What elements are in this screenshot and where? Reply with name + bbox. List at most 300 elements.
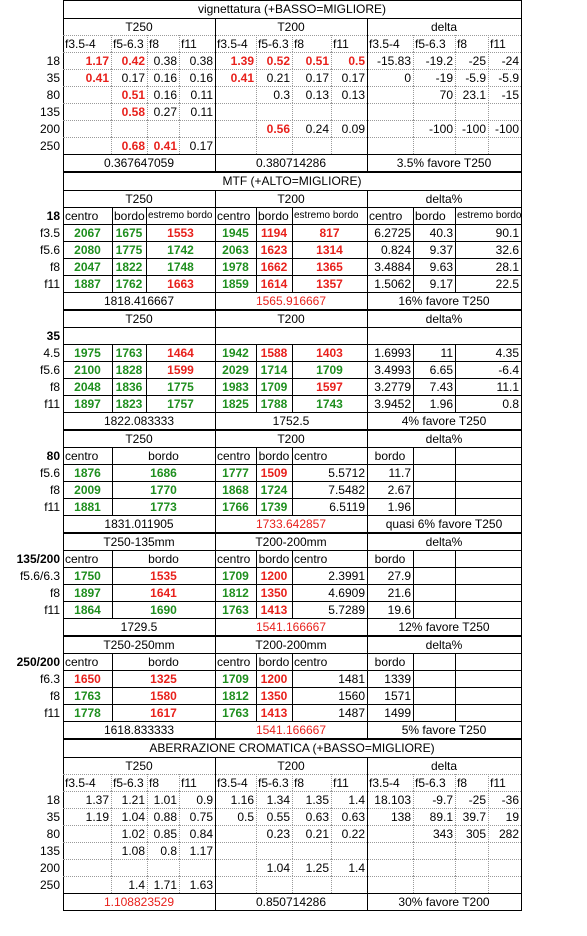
row-label: 80 [46, 826, 60, 841]
table-border [521, 533, 522, 550]
data-cell: 1777 [222, 465, 249, 480]
data-cell: -6.4 [498, 362, 519, 377]
data-cell [147, 120, 179, 137]
table-border [521, 859, 522, 876]
data-cell: 4.6909 [328, 585, 365, 600]
data-cell: -5.9 [465, 70, 486, 85]
table-border [455, 498, 456, 515]
row-label: f6.3 [39, 671, 60, 686]
data-cell: 1314 [316, 242, 343, 257]
data-cell: 2.67 [387, 482, 411, 497]
data-cell [488, 842, 521, 859]
subheader-cell: centro [65, 448, 99, 463]
table-border [413, 464, 414, 481]
data-cell: -25 [468, 792, 486, 807]
row-label: 135 [39, 104, 60, 119]
aperture-header: f3.5-4 [65, 36, 96, 51]
table-row [0, 670, 587, 687]
data-cell: 1413 [260, 602, 288, 617]
focal-length-label: 18 [46, 208, 60, 223]
data-cell: 11.1 [496, 379, 519, 394]
data-cell: 0.56 [266, 121, 290, 136]
table-border [521, 35, 522, 52]
table-border [521, 103, 522, 120]
data-cell: 28.1 [495, 259, 519, 274]
section-title-row [0, 0, 587, 18]
data-cell: 1.08 [121, 843, 145, 858]
column-header-delta: delta% [425, 311, 463, 326]
data-cell [256, 876, 292, 893]
table-border [413, 584, 414, 601]
section-title: vignettatura (+BASSO=MIGLIORE) [197, 2, 387, 16]
aperture-header: f5-6.3 [258, 36, 289, 51]
group-header-row [0, 757, 587, 774]
data-cell: 0.51 [305, 53, 329, 68]
table-row [0, 86, 587, 103]
column-header-t250: T250 [125, 758, 153, 773]
table-border [521, 808, 522, 825]
data-cell [215, 859, 256, 876]
table-border [521, 893, 522, 911]
data-cell: 0.51 [121, 87, 145, 102]
table-border [413, 481, 414, 498]
data-cell: -100 [428, 121, 453, 136]
data-cell: 0.55 [266, 809, 290, 824]
data-cell: 0.16 [153, 70, 177, 85]
subheader-cell: bordo [258, 551, 290, 566]
column-header-t250: T250 [125, 311, 153, 326]
data-cell: 0.63 [341, 809, 365, 824]
table-border [521, 18, 522, 35]
column-header-delta: delta% [425, 431, 463, 446]
data-cell: 1403 [316, 345, 343, 360]
data-cell [413, 103, 455, 120]
data-cell [256, 842, 292, 859]
table-row [0, 601, 587, 618]
table-border [521, 687, 522, 704]
data-cell: 0.17 [341, 70, 365, 85]
data-cell: 1757 [167, 396, 194, 411]
table-border [521, 618, 522, 636]
row-label: f5.6 [39, 242, 60, 257]
table-border [455, 687, 456, 704]
data-cell [413, 876, 455, 893]
column-header-t200: T200 [277, 758, 305, 773]
data-cell [488, 103, 521, 120]
subheader-cell: bordo [415, 208, 446, 223]
data-cell: 3.9452 [374, 396, 411, 411]
data-cell: 1339 [384, 671, 411, 686]
data-cell: 1709 [222, 671, 249, 686]
data-cell: 1822 [115, 259, 143, 274]
table-border [455, 567, 456, 584]
data-cell: 0.63 [305, 809, 329, 824]
data-cell: 2080 [74, 242, 101, 257]
data-cell: 1876 [74, 465, 101, 480]
data-cell: 1553 [167, 225, 194, 240]
column-header-delta: delta% [425, 637, 463, 652]
aperture-header: f8 [457, 36, 468, 51]
table-row [0, 481, 587, 498]
table-border [521, 567, 522, 584]
table-border [413, 601, 414, 618]
data-cell [215, 842, 256, 859]
table-border [521, 774, 522, 791]
data-cell: 1775 [115, 242, 143, 257]
subheader-cell: bordo [258, 654, 290, 669]
data-cell: 1.63 [189, 877, 213, 892]
table-row [0, 687, 587, 704]
subheader-row [0, 653, 587, 670]
data-cell: -25 [468, 53, 486, 68]
data-cell [215, 876, 256, 893]
summary-cell: 1752.5 [272, 414, 310, 428]
summary-row [0, 154, 587, 172]
data-cell: 1868 [222, 482, 249, 497]
data-cell: 1350 [260, 688, 288, 703]
summary-cell: 1733.642857 [255, 517, 327, 531]
subheader-cell: bordo [258, 208, 289, 223]
data-cell [179, 120, 215, 137]
table-row [0, 584, 587, 601]
data-cell: 90.1 [495, 225, 519, 240]
data-cell: 1.16 [230, 792, 254, 807]
row-label: 200 [39, 121, 60, 136]
data-cell: 1.37 [85, 792, 109, 807]
row-label: 135 [39, 843, 60, 858]
table-row [0, 464, 587, 481]
data-cell: 40.3 [429, 225, 453, 240]
data-cell: 1.35 [305, 792, 329, 807]
data-cell: 1748 [167, 259, 194, 274]
data-cell [367, 86, 413, 103]
table-row [0, 241, 587, 258]
data-cell: 0.41 [85, 70, 109, 85]
aperture-header: f3.5-4 [217, 36, 248, 51]
aperture-header: f3.5-4 [369, 775, 400, 790]
data-cell [147, 859, 179, 876]
data-cell: 1881 [74, 499, 101, 514]
subheader-cell: centro [65, 654, 99, 669]
table-row [0, 137, 587, 154]
table-border [521, 412, 522, 430]
data-cell: 1836 [115, 379, 143, 394]
data-cell: 1773 [150, 499, 177, 514]
subheader-cell: bordo [148, 654, 179, 669]
data-cell: 1.6993 [374, 345, 411, 360]
table-row [0, 103, 587, 120]
data-cell: 2063 [222, 242, 249, 257]
table-border [521, 430, 522, 447]
data-cell: 1887 [74, 276, 101, 291]
data-cell: 0.17 [305, 70, 329, 85]
column-header-t250: T250 [125, 19, 153, 34]
data-cell [63, 120, 111, 137]
data-cell: -19.2 [425, 53, 453, 68]
row-label: f5.6 [39, 362, 60, 377]
data-cell: 0.41 [153, 138, 177, 153]
subheader-cell: bordo [374, 448, 406, 463]
data-cell: 0.3 [273, 87, 290, 102]
data-cell [455, 859, 488, 876]
section-title: MTF (+ALTO=MIGLIORE) [222, 174, 362, 188]
data-cell: 1535 [150, 568, 177, 583]
aperture-header: f8 [294, 36, 305, 51]
table-row [0, 258, 587, 275]
table-row [0, 808, 587, 825]
summary-cell: 1565.916667 [255, 294, 327, 308]
data-cell: 343 [432, 826, 453, 841]
subheader-cell: centro [217, 654, 251, 669]
aperture-header: f5-6.3 [415, 775, 446, 790]
table-border [455, 601, 456, 618]
data-cell [455, 137, 488, 154]
data-cell: 0.24 [305, 121, 329, 136]
data-cell: 39.7 [462, 809, 486, 824]
data-cell: 0.85 [153, 826, 177, 841]
data-cell: 1509 [260, 465, 288, 480]
table-row [0, 859, 587, 876]
aperture-header: f5-6.3 [258, 775, 289, 790]
section-title: ABERRAZIONE CROMATICA (+BASSO=MIGLIORE) [149, 741, 435, 755]
data-cell [111, 859, 147, 876]
data-cell [179, 859, 215, 876]
data-cell [292, 137, 331, 154]
data-cell: 2047 [74, 259, 101, 274]
table-row [0, 275, 587, 292]
data-cell [331, 842, 367, 859]
data-cell: 18.103 [374, 792, 411, 807]
table-border [521, 825, 522, 842]
data-cell: 1357 [316, 276, 343, 291]
data-cell: 1812 [222, 688, 249, 703]
data-cell [292, 842, 331, 859]
table-border [521, 601, 522, 618]
data-cell: 1828 [115, 362, 143, 377]
row-label: f5.6 [39, 465, 60, 480]
data-cell: 1350 [260, 585, 288, 600]
data-cell: 1778 [74, 705, 101, 720]
aperture-header: f3.5-4 [369, 36, 400, 51]
subheader-cell: centro [217, 208, 251, 223]
data-cell [367, 103, 413, 120]
data-cell: 1675 [115, 225, 143, 240]
data-cell: 1825 [222, 396, 249, 411]
data-cell: -5.9 [498, 70, 519, 85]
table-border [455, 653, 456, 670]
summary-row [0, 721, 587, 739]
aperture-header: f11 [181, 775, 197, 790]
data-cell [455, 842, 488, 859]
data-cell: 0 [404, 70, 411, 85]
data-cell [215, 137, 256, 154]
table-border [521, 757, 522, 774]
table-border [521, 447, 522, 464]
data-cell: 1763 [115, 345, 143, 360]
data-cell: 1.19 [85, 809, 109, 824]
data-cell: 1365 [316, 259, 343, 274]
data-cell: 0.38 [153, 53, 177, 68]
data-cell: 0.11 [190, 87, 213, 102]
data-cell: 2.3991 [328, 568, 365, 583]
data-cell: 9.63 [429, 259, 453, 274]
column-header-delta: delta [430, 19, 458, 34]
data-cell: 1763 [222, 602, 249, 617]
table-border [521, 653, 522, 670]
table-border [521, 876, 522, 893]
data-cell: 9.37 [429, 242, 453, 257]
data-cell: -36 [501, 792, 519, 807]
table-row [0, 120, 587, 137]
column-header-t250: T250 [125, 191, 153, 206]
data-cell: 7.43 [429, 379, 453, 394]
table-border [521, 86, 522, 103]
aperture-header: f3.5-4 [217, 775, 248, 790]
table-border [455, 464, 456, 481]
table-border [521, 721, 522, 739]
data-cell: 1762 [115, 276, 143, 291]
table-border [521, 292, 522, 310]
data-cell: 1481 [338, 671, 365, 686]
summary-cell: 1541.166667 [255, 723, 327, 737]
table-border [521, 704, 522, 721]
row-label: f8 [49, 379, 60, 394]
table-border [413, 687, 414, 704]
data-cell: 0.5 [348, 53, 365, 68]
data-cell: 0.824 [380, 242, 411, 257]
table-border [413, 653, 414, 670]
data-cell: 0.23 [266, 826, 290, 841]
data-cell: 1.34 [266, 792, 290, 807]
data-cell: 1709 [260, 379, 288, 394]
data-cell [413, 842, 455, 859]
data-cell: 1.17 [189, 843, 213, 858]
data-cell: 1614 [260, 276, 288, 291]
focal-length-label: 250/200 [16, 654, 60, 669]
subheader-row [0, 447, 587, 464]
data-cell: 3.2779 [374, 379, 411, 394]
table-border [521, 636, 522, 653]
table-row [0, 825, 587, 842]
table-border [413, 567, 414, 584]
table-row [0, 69, 587, 86]
data-cell: -15.83 [376, 53, 411, 68]
column-header-t250: T250 [125, 431, 153, 446]
data-cell [488, 137, 521, 154]
data-cell: -9.7 [432, 792, 453, 807]
data-cell: 1788 [260, 396, 288, 411]
data-cell [413, 859, 455, 876]
summary-row [0, 412, 587, 430]
data-cell: 1662 [260, 259, 288, 274]
data-cell: 0.11 [190, 104, 213, 119]
data-cell: 1750 [74, 568, 101, 583]
summary-cell: 0.367647059 [103, 156, 175, 170]
table-border [413, 447, 414, 464]
row-label: f11 [44, 705, 60, 720]
table-border [455, 481, 456, 498]
data-cell: 1742 [167, 242, 194, 257]
summary-cell: 12% favore T250 [398, 620, 490, 634]
row-label: f3.5 [39, 225, 60, 240]
column-header-delta: delta% [425, 534, 463, 549]
data-cell: 0.21 [266, 70, 290, 85]
data-cell: 1599 [167, 362, 194, 377]
data-cell: 2009 [74, 482, 101, 497]
data-cell [455, 103, 488, 120]
aperture-header: f8 [149, 775, 160, 790]
data-cell: 1709 [222, 568, 249, 583]
table-row [0, 842, 587, 859]
data-cell: 2029 [222, 362, 249, 377]
subheader-cell: centro [217, 448, 251, 463]
table-border [521, 0, 522, 18]
data-cell [413, 137, 455, 154]
aperture-header: f11 [333, 36, 349, 51]
data-cell: 9.17 [429, 276, 453, 291]
data-cell: 1.71 [153, 877, 177, 892]
data-cell: 0.21 [305, 826, 329, 841]
subheader-cell: bordo [148, 551, 179, 566]
data-cell [488, 876, 521, 893]
data-cell [63, 842, 111, 859]
data-cell: 1.02 [121, 826, 145, 841]
aperture-header: f11 [490, 36, 506, 51]
data-cell: 6.65 [429, 362, 453, 377]
row-label: 250 [39, 877, 60, 892]
table-border [521, 550, 522, 567]
group-header-row [0, 430, 587, 447]
data-cell: 1812 [222, 585, 249, 600]
data-cell: 1200 [260, 671, 288, 686]
data-cell [367, 120, 413, 137]
row-label: f8 [49, 688, 60, 703]
data-cell [111, 120, 147, 137]
table-border [413, 498, 414, 515]
group-header-row [0, 533, 587, 550]
group-header-row [0, 636, 587, 653]
table-border [521, 258, 522, 275]
data-cell: 1.96 [429, 396, 453, 411]
table-border [521, 498, 522, 515]
data-cell: 1588 [260, 345, 288, 360]
column-header-t200: T200-200mm [255, 534, 327, 549]
aperture-header-row [0, 35, 587, 52]
table-border [413, 704, 414, 721]
subheader-cell: centro [294, 448, 328, 463]
summary-cell: 1818.416667 [103, 294, 175, 308]
table-row [0, 224, 587, 241]
data-cell: 32.6 [495, 242, 519, 257]
aperture-header: f5-6.3 [113, 36, 144, 51]
summary-cell: 3.5% favore T250 [396, 156, 492, 170]
row-label: 35 [46, 70, 60, 85]
column-header-t200: T200 [277, 19, 305, 34]
group-header-row [0, 310, 587, 327]
subheader-row [0, 327, 587, 344]
data-cell: 0.68 [121, 138, 145, 153]
subheader-cell: centro [65, 208, 99, 223]
data-cell: -24 [501, 53, 519, 68]
table-border [413, 550, 414, 567]
summary-cell: 5% favore T250 [401, 723, 487, 737]
data-cell: 0.88 [153, 809, 177, 824]
data-cell: 138 [390, 809, 411, 824]
data-cell [256, 103, 292, 120]
data-cell: 1978 [222, 259, 249, 274]
data-cell: 2048 [74, 379, 101, 394]
summary-cell: 30% favore T200 [398, 895, 490, 909]
